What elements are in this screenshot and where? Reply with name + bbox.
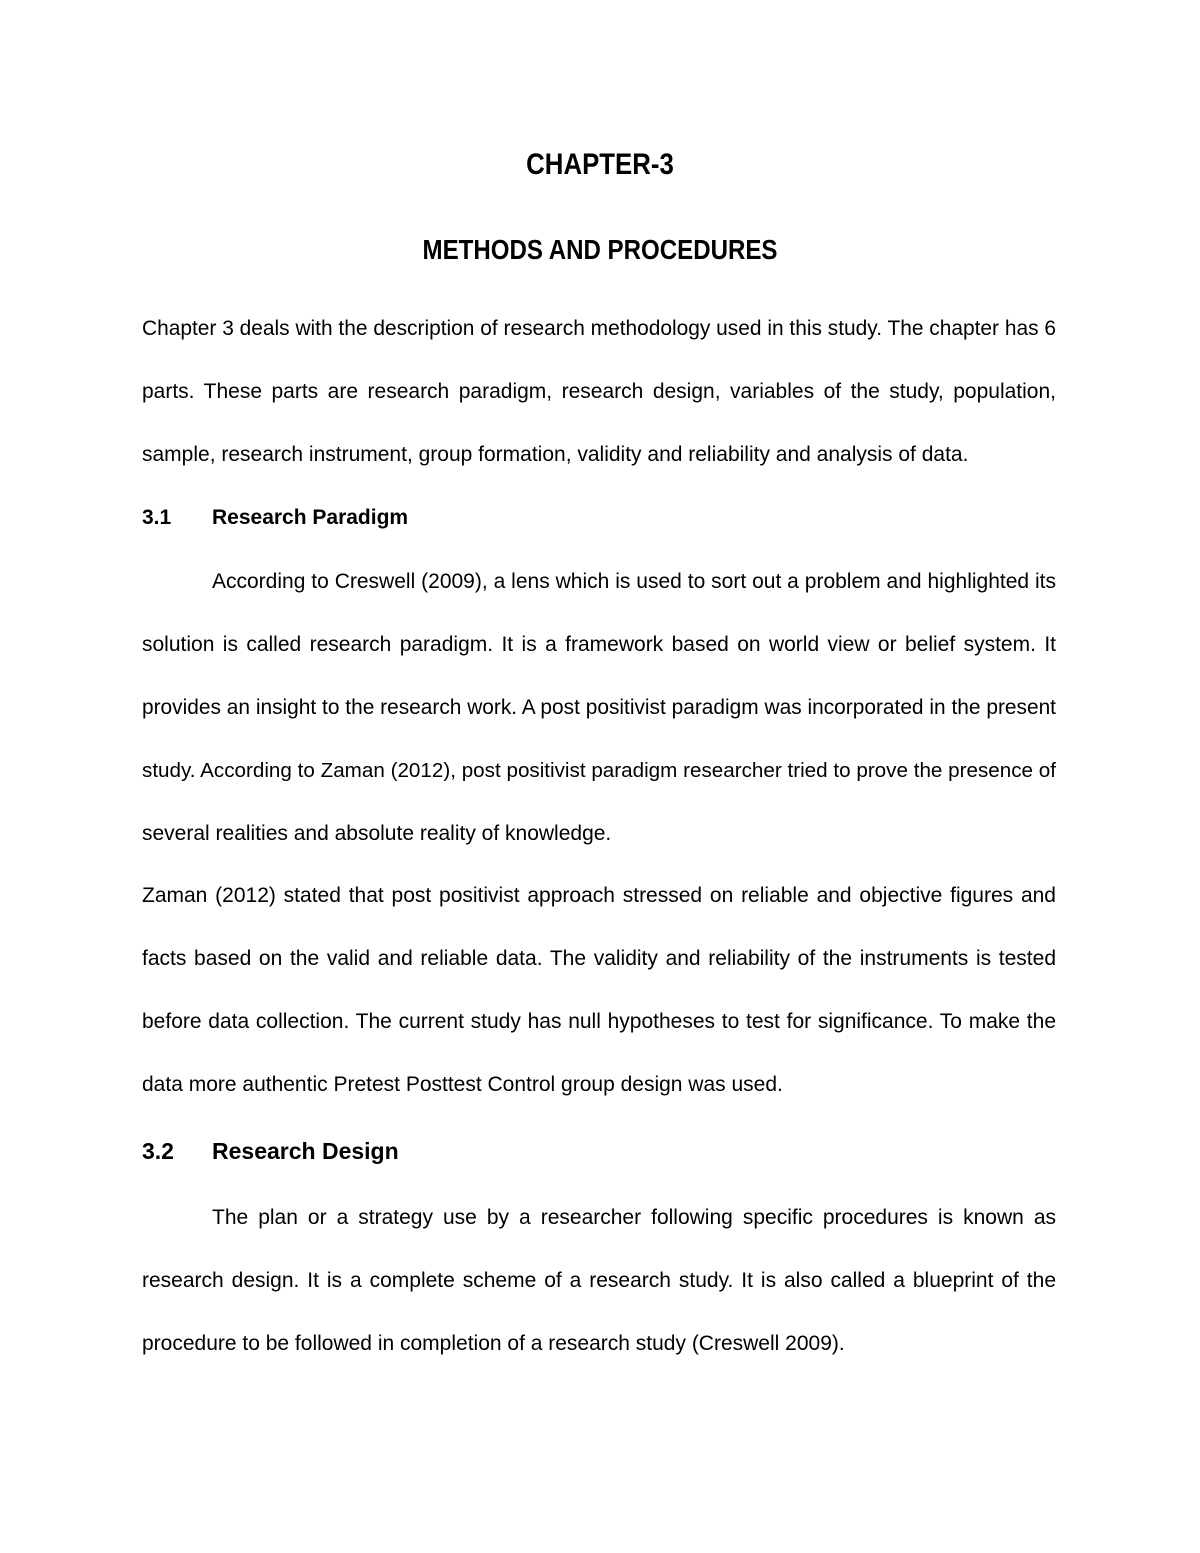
section-heading-3-1	[142, 499, 408, 537]
paragraph-line: According to Creswell (2009), a lens which is used to sort out a problem and highlighted its	[212, 570, 1056, 593]
intro-line: sample, research instrument, group formation, validity and reliability and analysis of data.	[142, 443, 969, 466]
paragraph-line: before data collection. The current study has null hypotheses to test for significance. To make the	[142, 1010, 1056, 1033]
paragraph-line: Zaman (2012) stated that post positivist approach stressed on reliable and objective figures and	[142, 884, 1056, 907]
section-heading-3-2	[142, 1132, 399, 1170]
paragraph-line: data more authentic Pretest Posttest Control group design was used.	[142, 1073, 783, 1096]
paragraph-line: study. According to Zaman (2012), post positivist paradigm researcher tried to prove the presence of	[142, 759, 1056, 782]
section-heading-text: Research Design	[212, 1138, 399, 1164]
paragraph-line: solution is called research paradigm. It is a framework based on world view or belief system. It	[142, 633, 1056, 656]
design-paragraph	[142, 1199, 1056, 1388]
chapter-title: METHODS AND PROCEDURES	[422, 234, 778, 265]
paragraph-line: provides an insight to the research work. A post positivist paradigm was incorporated in the present	[142, 696, 1056, 719]
paragraph-line: The plan or a strategy use by a researcher following specific procedures is known as	[212, 1206, 1056, 1229]
section-heading-text: Research Paradigm	[212, 506, 409, 529]
section-number: 3.2	[142, 1138, 174, 1164]
paragraph-line: several realities and absolute reality of knowledge.	[142, 822, 612, 845]
intro-line: Chapter 3 deals with the description of research methodology used in this study. The chapter has 6	[142, 317, 1056, 340]
paragraph-line: procedure to be followed in completion of a research study (Creswell 2009).	[142, 1332, 845, 1355]
section-number: 3.1	[142, 506, 172, 529]
paragraph-line: facts based on the valid and reliable data. The validity and reliability of the instruments is tested	[142, 947, 1056, 970]
intro-paragraph	[142, 310, 1056, 499]
chapter-label: CHAPTER-3	[526, 148, 674, 181]
paradigm-paragraph-1	[142, 563, 1056, 878]
intro-line: parts. These parts are research paradigm, research design, variables of the study, population,	[142, 380, 1056, 403]
paradigm-paragraph-2	[142, 877, 1056, 1129]
paragraph-line: research design. It is a complete scheme of a research study. It is also called a blueprint of the	[142, 1269, 1056, 1292]
